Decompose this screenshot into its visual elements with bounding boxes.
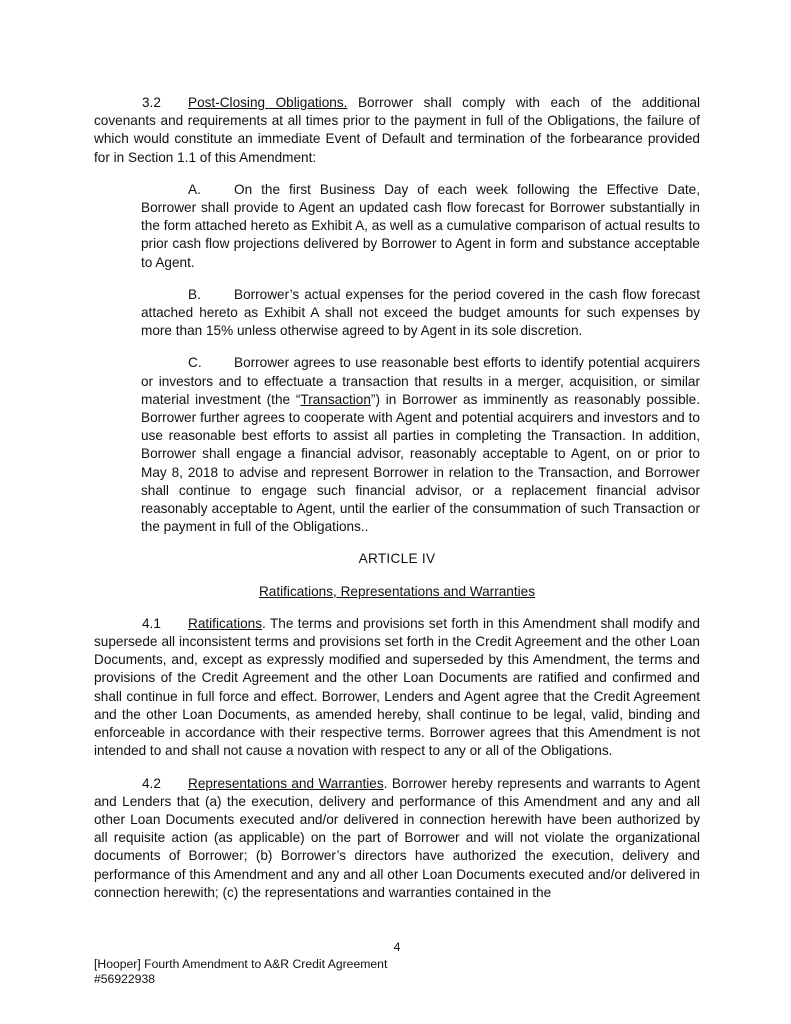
document-body [94, 94, 700, 916]
subsection-label: A. [188, 181, 201, 197]
subsection-text: Borrower’s actual expenses for the period covered in the cash flow forecast attached hereto as Exhibit A shall not exceed the budget amounts for such expenses by more than 15% unless otherwise agreed to by Agent in its sole discretion. [141, 286, 700, 339]
subsection-a [141, 181, 700, 272]
document-title: [Hooper] Fourth Amendment to A&R Credit Agreement [94, 956, 388, 971]
section-number: 3.2 [142, 95, 161, 110]
subsection-label: B. [188, 286, 201, 302]
section-number: 4.2 [142, 775, 161, 791]
subsection-text: On the first Business Day of each week following the Effective Date, Borrower shall provide to Agent an updated cash flow forecast for Borrower substantially in the form attached hereto as Exhibit A, as well as a cumulative comparison of actual results to prior cash flow projections delivered by Borrower to Agent in form and substance acceptable to Agent. [141, 181, 700, 270]
section-heading: Post-Closing Obligations. [188, 95, 348, 110]
section-heading: Representations and Warranties [188, 775, 384, 791]
section-4-2 [94, 775, 700, 902]
subsection-text-before: Borrower agrees to use reasonable best efforts to identify potential acquirers or investors and to effectuate a transaction that results in a merger, acquisition, or similar material investment (the “ [141, 355, 700, 407]
page-number: 4 [393, 940, 401, 954]
section-number: 4.1 [142, 615, 161, 631]
subsection-c [141, 354, 700, 536]
subsection-b [141, 286, 700, 341]
article-subtitle [94, 583, 700, 601]
article-subtitle-text: Ratifications, Representations and Warranties [258, 583, 536, 599]
section-text: . Borrower hereby represents and warrants to Agent and Lenders that (a) the execution, delivery and performance of this Amendment and any and all other Loan Documents executed and/or delivered in connection herewith have been authorized by all requisite action (as applicable) on the part of Borrower and will not violate the organizational documents of Borrower; (b) Borrower’s directors have authorized the execution, delivery and performance of this Amendment and any and all other Loan Documents executed and/or delivered in connection herewith; (c) the representations and warranties contained in the [94, 775, 700, 900]
section-4-1 [94, 615, 700, 761]
section-text: Borrower shall comply with each of the additional covenants and requirements at all times prior to the payment in full of the Obligations, the failure of which would constitute an immediate Event of Default and termination of the forbearance provided for in Section 1.1 of this Amendment: [94, 95, 701, 165]
article-title: ARTICLE IV [358, 551, 436, 567]
document-id: #56922938 [94, 972, 156, 986]
subsection-text-after: ”) in Borrower as imminently as reasonably possible. Borrower further agrees to cooperate with Agent and potential acquirers and investors and to use reasonable best efforts to assist all parties in completing the Transaction. In addition, Borrower shall engage a financial advisor, reasonably acceptable to Agent, on or prior to May 8, 2018 to advise and represent Borrower in relation to the Transaction, and Borrower shall continue to engage such financial advisor, or a replacement financial advisor reasonably acceptable to Agent, until the earlier of the consummation of such Transaction or the payment in full of the Obligations.. [141, 391, 701, 535]
section-3-2 [94, 94, 700, 167]
section-heading: Ratifications [188, 615, 263, 631]
section-text: . The terms and provisions set forth in this Amendment shall modify and supersede all inconsistent terms and provisions set forth in the Credit Agreement and the other Loan Documents, and, except as expressly modified and superseded by this Amendment, the terms and provisions of the Credit Agreement and the other Loan Documents are ratified and confirmed and shall continue in full force and effect. Borrower, Lenders and Agent agree that the Credit Agreement and the other Loan Documents, as amended hereby, shall continue to be legal, valid, binding and enforceable in accordance with their respective terms. Borrower agrees that this Amendment is not intended to and shall not cause a novation with respect to any or all of the Obligations. [94, 615, 700, 759]
page-footer [94, 940, 700, 988]
defined-term-transaction: Transaction [300, 391, 371, 407]
subsection-label: C. [188, 355, 202, 371]
